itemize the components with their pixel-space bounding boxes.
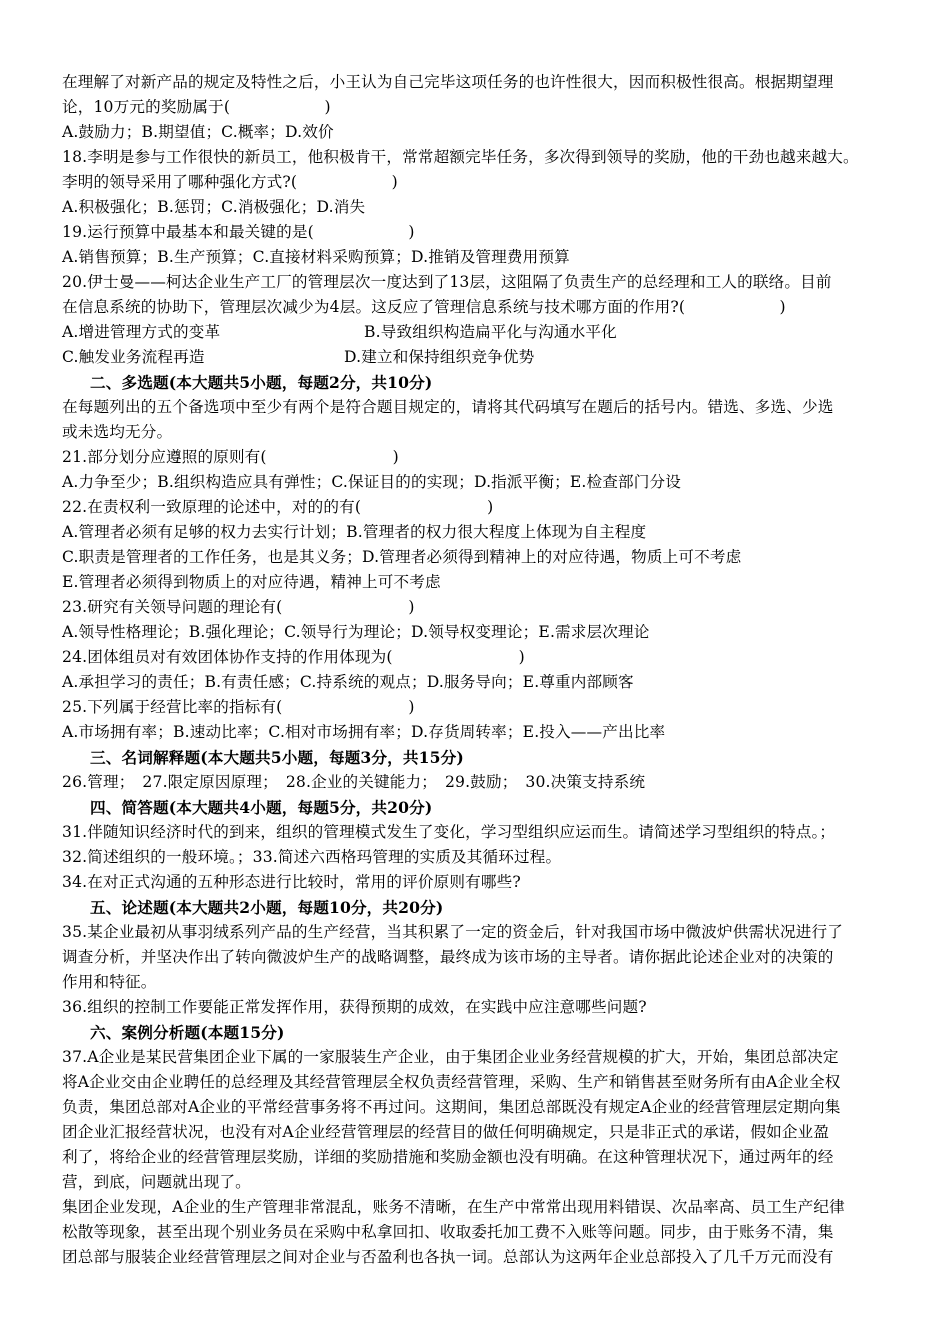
question-24: 24.团体组员对有效团体协作支持的作用体现为( ) [62, 648, 525, 666]
text-line: 营，到底，问题就出现了。 [62, 1173, 251, 1191]
text-line: 团企业汇报经营状况，也没有对A企业经营管理层的经营目的做任何明确规定，只是非正式的承诺，假如企业盈 [62, 1123, 830, 1141]
answer-options: A.领导性格理论；B.强化理论；C.领导行为理论；D.领导权变理论；E.需求层次理论 [62, 623, 650, 641]
answer-options: A.力争至少；B.组织构造应具有弹性；C.保证目的的实现；D.指派平衡；E.检查部门分设 [62, 473, 681, 491]
text-line: 利了，将给企业的经营管理层奖励，详细的奖励措施和奖励金额也没有明确。在这种管理状况下，通过两年的经 [62, 1148, 834, 1166]
question-19: 19.运行预算中最基本和最关键的是( ) [62, 223, 415, 241]
text-line: 集团企业发现，A企业的生产管理非常混乱，账务不清晰，在生产中常常出现用料错误、次品率高、员工生产纪律 [62, 1198, 845, 1216]
option-c: C.触发业务流程再造 [62, 348, 205, 366]
answer-options: A.鼓励力；B.期望值；C.概率；D.效价 [62, 123, 334, 141]
question-37: 37.A企业是某民营集团企业下属的一家服装生产企业，由于集团企业业务经营规模的扩大，开始，集团总部决定 [62, 1048, 839, 1066]
answer-options: C.职责是管理者的工作任务，也是其义务；D.管理者必须得到精神上的对应待遇，物质上可不考虑 [62, 548, 742, 566]
question-32-33: 32.简述组织的一般环境。；33.简述六西格玛管理的实质及其循环过程。 [62, 848, 562, 866]
text-line: 李明的领导采用了哪种强化方式?( ) [62, 173, 398, 191]
answer-options: A.销售预算；B.生产预算；C.直接材料采购预算；D.推销及管理费用预算 [62, 248, 570, 266]
question-20: 20.伊士曼——柯达企业生产工厂的管理层次一度达到了13层，这阻隔了负责生产的总经理和工人的联络。目前 [62, 273, 832, 291]
answer-options: A.承担学习的责任；B.有责任感；C.持系统的观点；D.服务导向；E.尊重内部顾客 [62, 673, 634, 691]
question-34: 34.在对正式沟通的五种形态进行比较时，常用的评价原则有哪些? [62, 873, 521, 891]
text-line: 将A企业交由企业聘任的总经理及其经营管理层全权负责经营管理，采购、生产和销售甚至财务所有由A企业全权 [62, 1073, 841, 1091]
answer-options: A.积极强化；B.惩罚；C.消极强化；D.消失 [62, 198, 366, 216]
question-25: 25.下列属于经营比率的指标有( ) [62, 698, 415, 716]
question-35: 35.某企业最初从事羽绒系列产品的生产经营，当其积累了一定的资金后，针对我国市场中微波炉供需状况进行了 [62, 923, 843, 941]
text-line: 作用和特征。 [62, 973, 157, 991]
answer-options: A.市场拥有率；B.速动比率；C.相对市场拥有率；D.存货周转率；E.投入——产出比率 [62, 723, 666, 741]
text-line: 负责，集团总部对A企业的平常经营事务将不再过问。这期间，集团总部既没有规定A企业的经营管理层定期向集 [62, 1098, 841, 1116]
terms-list: 26.管理； 27.限定原因原理； 28.企业的关键能力； 29.鼓励； 30.决策支持系统 [62, 773, 646, 791]
answer-options: E.管理者必须得到物质上的对应待遇，精神上可不考虑 [62, 573, 441, 591]
section-heading-case-analysis: 六、案例分析题(本题15分) [90, 1023, 285, 1042]
text-line: 松散等现象，甚至出现个别业务员在采购中私拿回扣、收取委托加工费不入账等问题。同步，由于账务不清，集 [62, 1223, 834, 1241]
question-23: 23.研究有关领导问题的理论有( ) [62, 598, 415, 616]
option-a: A.增进管理方式的变革 [62, 323, 221, 341]
option-b: B.导致组织构造扁平化与沟通水平化 [364, 323, 617, 341]
section-heading-essay: 五、论述题(本大题共2小题，每题10分，共20分) [90, 898, 444, 917]
section-instructions: 或未选均无分。 [62, 423, 173, 441]
section-instructions: 在每题列出的五个备选项中至少有两个是符合题目规定的，请将其代码填写在题后的括号内。错选、多选、少选 [62, 398, 834, 416]
question-18: 18.李明是参与工作很快的新员工，他积极肯干，常常超额完毕任务，多次得到领导的奖励，他的干劲也越来越大。 [62, 148, 859, 166]
text-line: 团总部与服装企业经营管理层之间对企业与否盈利也各执一词。总部认为这两年企业总部投入了几千万元而没有 [62, 1248, 834, 1266]
section-heading-multiple-choice: 二、多选题(本大题共5小题，每题2分，共10分) [90, 373, 433, 392]
text-line: 调查分析，并坚决作出了转向微波炉生产的战略调整，最终成为该市场的主导者。请你据此论述企业对的决策的 [62, 948, 834, 966]
question-21: 21.部分划分应遵照的原则有( ) [62, 448, 399, 466]
text-line: 论，10万元的奖励属于( ) [62, 98, 331, 116]
section-heading-short-answer: 四、简答题(本大题共4小题，每题5分，共20分) [90, 798, 433, 817]
text-line: 在信息系统的协助下，管理层次减少为4层。这反应了管理信息系统与技术哪方面的作用?( ) [62, 298, 786, 316]
answer-options: A.管理者必须有足够的权力去实行计划；B.管理者的权力很大程度上体现为自主程度 [62, 523, 647, 541]
question-22: 22.在责权利一致原理的论述中，对的的有( ) [62, 498, 494, 516]
question-36: 36.组织的控制工作要能正常发挥作用，获得预期的成效，在实践中应注意哪些问题? [62, 998, 647, 1016]
section-heading-term-definitions: 三、名词解释题(本大题共5小题，每题3分，共15分) [90, 748, 464, 767]
answer-options [62, 345, 898, 370]
answer-options [62, 320, 898, 345]
text-line: 在理解了对新产品的规定及特性之后，小王认为自己完毕这项任务的也许性很大，因而积极性很高。根据期望理 [62, 73, 834, 91]
question-31: 31.伴随知识经济时代的到来，组织的管理模式发生了变化，学习型组织应运而生。请简述学习型组织的特点。； [62, 823, 836, 841]
option-d: D.建立和保持组织竞争优势 [344, 348, 535, 366]
